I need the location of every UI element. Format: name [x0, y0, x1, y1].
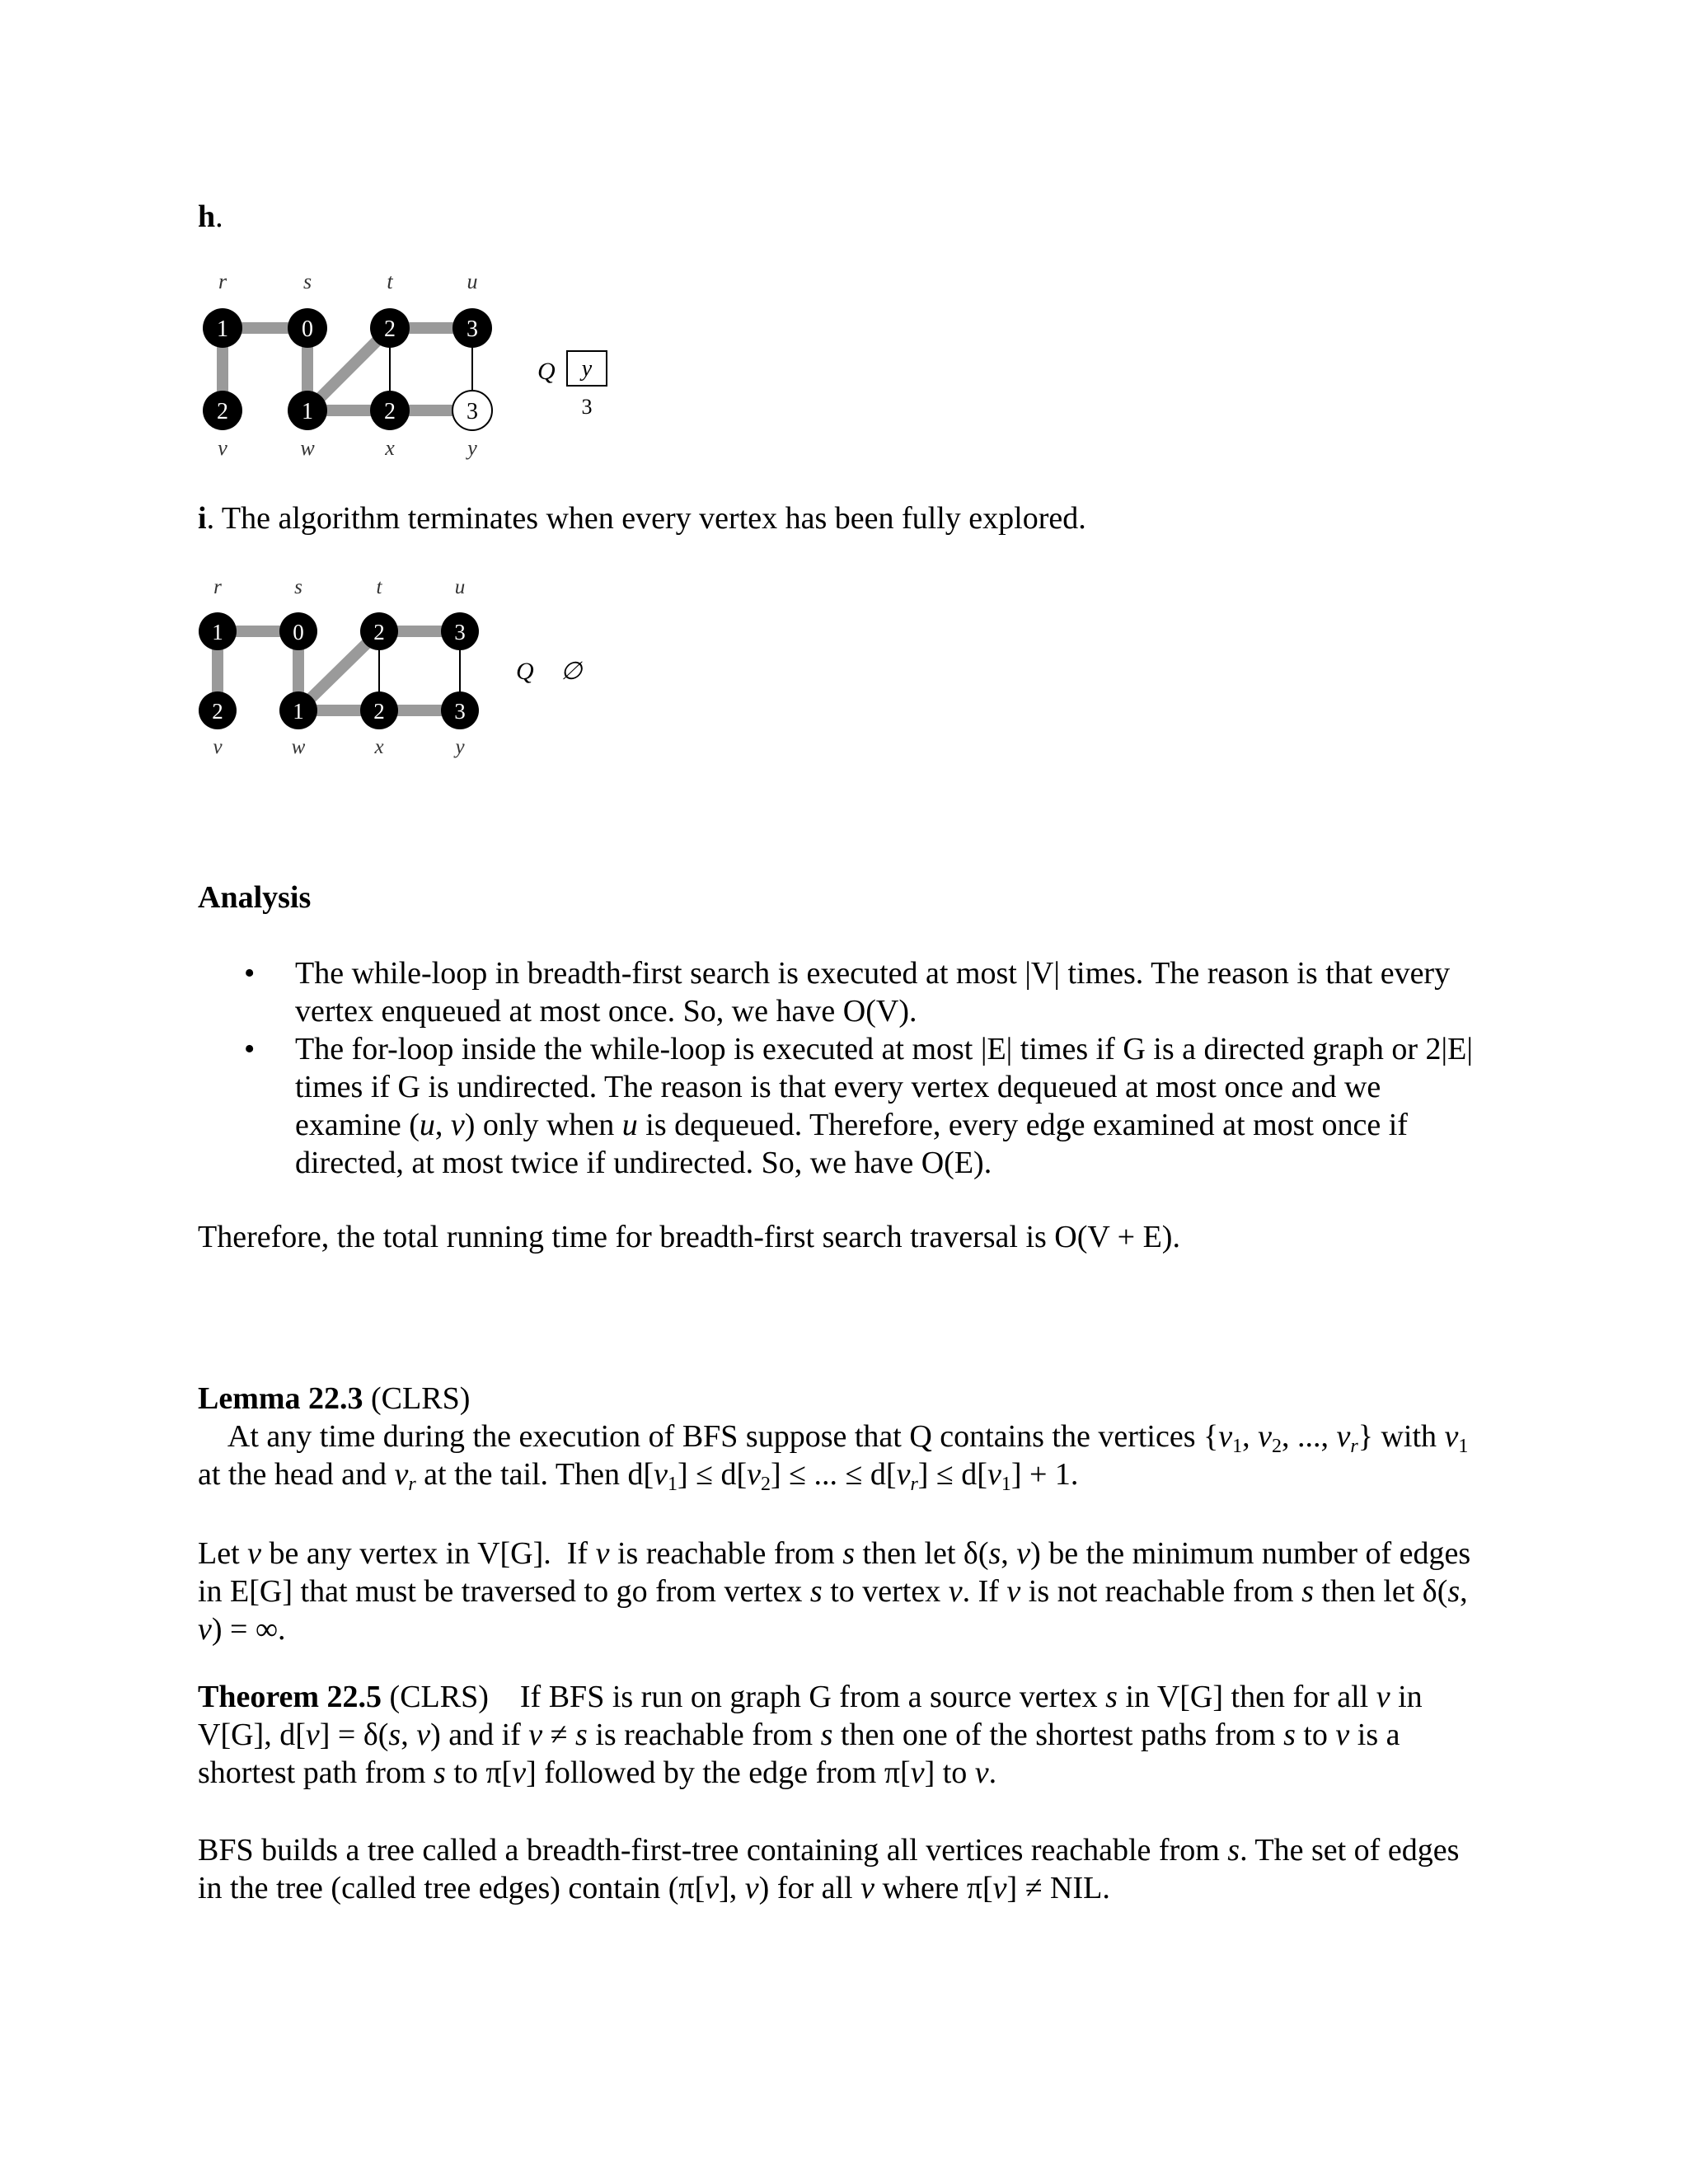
- theorem-text: then one of the shortest paths from: [832, 1718, 1284, 1752]
- name-x-i: x: [374, 736, 384, 758]
- bfs-tree-text: BFS builds a tree called a breadth-first-tree containing all vertices reachable from: [198, 1833, 1228, 1868]
- dist-v-i: 2: [212, 699, 223, 724]
- dist-u-i: 3: [454, 620, 466, 644]
- var-v: v: [992, 1871, 1007, 1905]
- var-v: v: [860, 1871, 874, 1905]
- var-s: s: [1447, 1574, 1461, 1609]
- lemma-title: Lemma 22.3: [198, 1381, 363, 1416]
- var-v: v: [1006, 1574, 1021, 1609]
- bullet-for-text-2: ) only when: [464, 1108, 622, 1142]
- delta-text: ) = ∞.: [211, 1612, 286, 1647]
- bullet-for-text-1: The for-loop inside the while-loop is executed at most |E| times if G is a directed graph or 2|E| times if G is undirected. The reason is that every vertex dequeued at most once and we examine (: [295, 1032, 1473, 1142]
- dist-w: 1: [302, 399, 313, 424]
- queue-label-h: Q: [537, 358, 556, 385]
- lemma-text-1: At any time during the execution of BFS suppose that Q contains the vertices {: [198, 1419, 1219, 1454]
- bfs-graph-i: [191, 577, 603, 766]
- name-w: w: [300, 436, 315, 460]
- sub-1: 1: [1001, 1474, 1011, 1495]
- var-v: v: [416, 1718, 431, 1752]
- bfs-tree-text: ],: [719, 1871, 745, 1905]
- theorem-text: in V[G], d[: [198, 1680, 1423, 1752]
- analysis-heading-text: Analysis: [198, 880, 312, 915]
- var-v: v: [1336, 1419, 1351, 1454]
- comma: ,: [401, 1718, 417, 1752]
- name-y: y: [467, 436, 477, 460]
- bullet-while-text: The while-loop in breadth-first search is executed at most |V| times. The reason is that every vertex enqueued at most once. So, we have O(V).: [295, 956, 1451, 1029]
- var-s: s: [842, 1536, 856, 1571]
- sub-r: r: [1350, 1436, 1358, 1457]
- dist-w-i: 1: [293, 699, 304, 724]
- var-v: v: [974, 1755, 989, 1790]
- var-v: v: [987, 1457, 1001, 1492]
- name-s: s: [302, 269, 312, 293]
- name-r: r: [218, 269, 227, 293]
- name-s-i: s: [294, 576, 302, 598]
- theorem-text: in V[G] then for all: [1117, 1680, 1376, 1714]
- name-x: x: [385, 436, 395, 460]
- lemma-text-6: ] ≤ ... ≤ d[: [771, 1457, 897, 1492]
- sub-1: 1: [667, 1474, 678, 1495]
- dist-u: 3: [467, 316, 478, 342]
- var-u: u: [621, 1108, 638, 1142]
- var-v: v: [654, 1457, 668, 1492]
- delta-text: Let: [198, 1536, 248, 1571]
- var-v: v: [450, 1108, 465, 1142]
- theorem-text: ] = δ(: [319, 1718, 389, 1752]
- theorem-text: ] to: [924, 1755, 975, 1790]
- conclusion-text: Therefore, the total running time for breadth-first search traversal is O(V + E).: [198, 1220, 1180, 1254]
- sub-2: 2: [1272, 1436, 1282, 1457]
- var-s: s: [1283, 1718, 1296, 1752]
- bfs-tree-text: . The set of edges in the tree (called tree edges) contain (π[: [198, 1833, 1460, 1905]
- analysis-bullets: [198, 954, 1484, 1182]
- lemma-text-8: ] + 1.: [1010, 1457, 1079, 1492]
- queue-dist-y: 3: [581, 395, 593, 419]
- name-t: t: [387, 269, 393, 293]
- dist-r: 1: [217, 316, 228, 342]
- theorem-22-5: [198, 1678, 1484, 1792]
- var-v: v: [512, 1755, 527, 1790]
- theorem-text: If BFS is run on graph G from a source vertex: [488, 1680, 1106, 1714]
- part-h-letter: h: [198, 199, 216, 234]
- delta-text: . If: [962, 1574, 1007, 1609]
- var-v: v: [1376, 1680, 1390, 1714]
- name-r-i: r: [213, 576, 222, 598]
- theorem-title: Theorem 22.5: [198, 1680, 382, 1714]
- comma: ,: [1460, 1574, 1468, 1609]
- name-v: v: [218, 436, 227, 460]
- dist-s-i: 0: [293, 620, 304, 644]
- theorem-text: to π[: [445, 1755, 513, 1790]
- delta-text: to vertex: [822, 1574, 949, 1609]
- delta-text: then let δ(: [1313, 1574, 1448, 1609]
- var-v: v: [198, 1612, 212, 1647]
- var-v: v: [1335, 1718, 1350, 1752]
- name-u-i: u: [454, 576, 466, 598]
- part-h-punct: .: [215, 199, 223, 234]
- var-s: s: [1227, 1833, 1240, 1868]
- var-v: v: [910, 1755, 925, 1790]
- lemma-text-4: at the tail. Then d[: [415, 1457, 654, 1492]
- theorem-source: (CLRS): [382, 1680, 489, 1714]
- var-s: s: [434, 1755, 446, 1790]
- sub-r: r: [910, 1474, 918, 1495]
- var-v: v: [705, 1871, 720, 1905]
- comma: ,: [1242, 1419, 1259, 1454]
- period: .: [988, 1755, 997, 1790]
- bullet-for-text-3: is dequeued. Therefore, every edge examined at most once if directed, at most twice if undirected. So, we have O(E).: [295, 1108, 1408, 1180]
- analysis-bullet-while: [198, 954, 1484, 1030]
- lemma-text-2: } with: [1357, 1419, 1445, 1454]
- theorem-text: ] followed by the edge from π[: [526, 1755, 911, 1790]
- delta-text: be any vertex in V[G]. If: [261, 1536, 596, 1571]
- part-i-letter: i: [198, 501, 207, 536]
- dist-x: 2: [384, 399, 396, 424]
- theorem-text: is reachable from: [587, 1718, 821, 1752]
- lemma-text-3: at the head and: [198, 1457, 395, 1492]
- dist-s: 0: [302, 316, 313, 342]
- comma: ,: [434, 1108, 451, 1142]
- lemma-text-7: ] ≤ d[: [917, 1457, 987, 1492]
- var-s: s: [1105, 1680, 1118, 1714]
- var-v: v: [1016, 1536, 1031, 1571]
- dist-t: 2: [384, 316, 396, 342]
- var-v: v: [1258, 1419, 1272, 1454]
- name-t-i: t: [376, 576, 382, 598]
- sub-2: 2: [761, 1474, 771, 1495]
- var-s: s: [1301, 1574, 1314, 1609]
- var-v: v: [744, 1871, 759, 1905]
- name-y-i: y: [455, 736, 465, 758]
- analysis-heading: [198, 879, 311, 916]
- queue-item-y: y: [581, 356, 593, 382]
- theorem-text: is a shortest path from: [198, 1718, 1400, 1790]
- var-s: s: [988, 1536, 1001, 1571]
- bfs-tree-text: ) for all: [758, 1871, 861, 1905]
- dist-x-i: 2: [373, 699, 385, 724]
- dist-r-i: 1: [212, 620, 223, 644]
- var-v: v: [948, 1574, 963, 1609]
- sub-1: 1: [1458, 1436, 1469, 1457]
- dist-t-i: 2: [373, 620, 385, 644]
- var-v: v: [595, 1536, 610, 1571]
- queue-empty-symbol: ∅: [560, 658, 583, 685]
- var-u: u: [419, 1108, 435, 1142]
- dist-y: 3: [467, 399, 478, 424]
- var-v: v: [1444, 1419, 1459, 1454]
- var-v: v: [747, 1457, 762, 1492]
- var-v: v: [896, 1457, 911, 1492]
- var-v: v: [394, 1457, 409, 1492]
- part-i-line: [198, 499, 1086, 537]
- name-v-i: v: [213, 736, 223, 758]
- sub-r: r: [408, 1474, 416, 1495]
- var-v: v: [305, 1718, 320, 1752]
- sub-1: 1: [1232, 1436, 1243, 1457]
- part-i-text: . The algorithm terminates when every vertex has been fully explored.: [206, 501, 1086, 536]
- bfs-tree-text: ] ≠ NIL.: [1006, 1871, 1110, 1905]
- lemma-text-5: ] ≤ d[: [677, 1457, 748, 1492]
- name-u: u: [467, 269, 478, 293]
- delta-text: ) be the minimum number of edges in E[G] that must be traversed to go from vertex: [198, 1536, 1471, 1609]
- var-v: v: [528, 1718, 543, 1752]
- delta-text: then let δ(: [855, 1536, 989, 1571]
- bfs-graph-h: [198, 269, 635, 462]
- theorem-text: to: [1295, 1718, 1336, 1752]
- analysis-bullet-for: [198, 1030, 1484, 1182]
- lemma-source: (CLRS): [363, 1381, 471, 1416]
- analysis-conclusion: [198, 1218, 1484, 1256]
- dist-v: 2: [217, 399, 228, 424]
- delta-text: is reachable from: [609, 1536, 843, 1571]
- dist-y-i: 3: [454, 699, 466, 724]
- delta-definition: [198, 1535, 1484, 1648]
- delta-text: is not reachable from: [1020, 1574, 1302, 1609]
- var-v: v: [1218, 1419, 1233, 1454]
- var-v: v: [247, 1536, 262, 1571]
- var-s: s: [388, 1718, 401, 1752]
- var-s: s: [575, 1718, 588, 1752]
- part-h-label: [198, 198, 223, 236]
- neq-sign: ≠: [542, 1718, 576, 1752]
- queue-label-i: Q: [516, 658, 534, 685]
- bfs-tree-paragraph: [198, 1831, 1484, 1907]
- comma: ,: [1001, 1536, 1017, 1571]
- var-s: s: [820, 1718, 833, 1752]
- bfs-tree-text: where π[: [874, 1871, 993, 1905]
- lemma-22-3: [198, 1380, 1484, 1493]
- name-w-i: w: [291, 736, 306, 758]
- theorem-text: ) and if: [430, 1718, 529, 1752]
- var-s: s: [809, 1574, 823, 1609]
- comma-ellipsis: , ...,: [1282, 1419, 1337, 1454]
